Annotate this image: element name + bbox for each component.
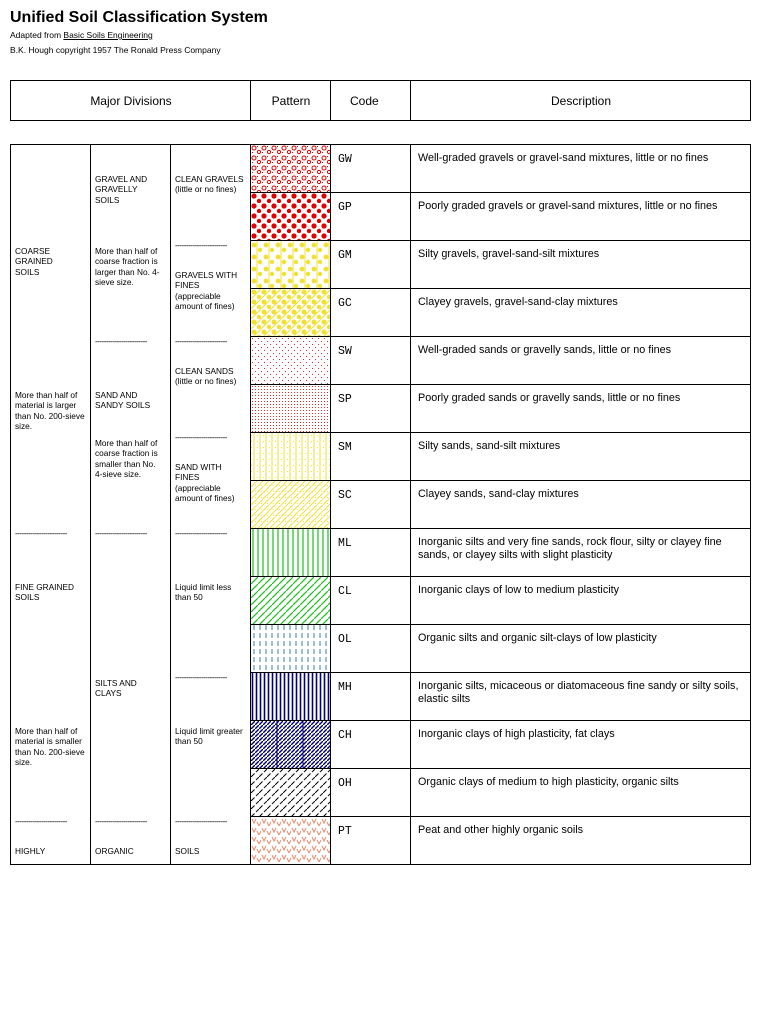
oh-pattern bbox=[251, 769, 330, 816]
col-description: Description bbox=[550, 93, 612, 108]
col-pattern: Pattern bbox=[271, 93, 311, 108]
sm-pattern bbox=[251, 433, 330, 480]
desc-sc: Clayey sands, sand-clay mixtures bbox=[418, 488, 579, 500]
divider-dashes: ------------------------ bbox=[95, 818, 147, 826]
pt-pattern bbox=[251, 817, 330, 864]
gm-pattern bbox=[251, 241, 330, 288]
code-ch: CH bbox=[338, 729, 352, 742]
sw-pattern bbox=[251, 337, 330, 384]
desc-ch: Inorganic clays of high plasticity, fat clays bbox=[418, 728, 615, 740]
ol-pattern bbox=[251, 625, 330, 672]
code-cl: CL bbox=[338, 585, 352, 598]
divider-dashes: ------------------------ bbox=[175, 338, 227, 346]
desc-sw: Well-graded sands or gravelly sands, little or no fines bbox=[418, 344, 672, 356]
table-divider bbox=[90, 144, 91, 865]
code-gw: GW bbox=[338, 153, 352, 166]
gravels-fines-label: GRAVELS WITH FINES (appreciable amount of fines) bbox=[175, 270, 238, 311]
cl-pattern bbox=[251, 577, 330, 624]
sc-pattern bbox=[251, 481, 330, 528]
divider-dashes: ------------------------ bbox=[15, 530, 67, 538]
coarse-grained-label: COARSE GRAINED SOILS bbox=[15, 246, 53, 277]
code-gp: GP bbox=[338, 201, 352, 214]
coarse-grained-note: More than half of material is larger than No. 200-sieve size. bbox=[15, 390, 85, 431]
divider-dashes: ------------------------ bbox=[175, 818, 227, 826]
table-divider bbox=[330, 144, 331, 865]
clean-sands-label: CLEAN SANDS (little or no fines) bbox=[175, 366, 237, 387]
desc-gm: Silty gravels, gravel-sand-silt mixtures bbox=[418, 248, 600, 260]
ml-pattern bbox=[251, 529, 330, 576]
column-header-table bbox=[10, 80, 751, 121]
col-code: Code bbox=[350, 93, 379, 108]
desc-ml: Inorganic silts and very fine sands, rock flour, silty or clayey fine sands, or clayey silts with slight plasticity bbox=[418, 536, 722, 561]
desc-gp: Poorly graded gravels or gravel-sand mixtures, little or no fines bbox=[418, 200, 718, 212]
divider-dashes: ------------------------ bbox=[175, 530, 227, 538]
desc-mh: Inorganic silts, micaceous or diatomaceous fine sandy or silty soils, elastic silts bbox=[418, 680, 739, 705]
divider-dashes: ------------------------ bbox=[175, 434, 227, 442]
desc-sm: Silty sands, sand-silt mixtures bbox=[418, 440, 561, 452]
divider-dashes: ------------------------ bbox=[175, 242, 227, 250]
gravel-note: More than half of coarse fraction is larger than No. 4-sieve size. bbox=[95, 246, 160, 287]
sand-note: More than half of coarse fraction is smaller than No. 4-sieve size. bbox=[95, 438, 158, 479]
copyright-line: B.K. Hough copyright 1957 The Ronald Press Company bbox=[10, 45, 221, 55]
gw-pattern bbox=[251, 145, 330, 192]
silts-clays-label: SILTS AND CLAYS bbox=[95, 678, 137, 699]
fine-grained-note: More than half of material is smaller than No. 200-sieve size. bbox=[15, 726, 85, 767]
code-sw: SW bbox=[338, 345, 352, 358]
adapted-prefix: Adapted from bbox=[10, 30, 62, 40]
sp-pattern bbox=[251, 385, 330, 432]
code-gc: GC bbox=[338, 297, 352, 310]
gp-pattern bbox=[251, 193, 330, 240]
divider-dashes: ------------------------ bbox=[95, 338, 147, 346]
table-divider bbox=[410, 144, 411, 865]
sand-label: SAND AND SANDY SOILS bbox=[95, 390, 151, 411]
desc-gw: Well-graded gravels or gravel-sand mixtures, little or no fines bbox=[418, 152, 709, 164]
table-divider bbox=[170, 144, 171, 865]
divider-dashes: ------------------------ bbox=[15, 818, 67, 826]
fine-grained-label: FINE GRAINED SOILS bbox=[15, 582, 75, 603]
desc-sp: Poorly graded sands or gravelly sands, little or no fines bbox=[418, 392, 681, 404]
organic-label: ORGANIC bbox=[95, 846, 134, 856]
desc-cl: Inorganic clays of low to medium plasticity bbox=[418, 584, 620, 596]
desc-gc: Clayey gravels, gravel-sand-clay mixtures bbox=[418, 296, 618, 308]
code-ol: OL bbox=[338, 633, 352, 646]
desc-pt: Peat and other highly organic soils bbox=[418, 824, 584, 836]
sand-fines-label: SAND WITH FINES (appreciable amount of fines) bbox=[175, 462, 235, 503]
gc-pattern bbox=[251, 289, 330, 336]
divider-dashes: ------------------------ bbox=[95, 530, 147, 538]
code-oh: OH bbox=[338, 777, 352, 790]
ch-pattern bbox=[251, 721, 330, 768]
page-title: Unified Soil Classification System bbox=[10, 9, 268, 26]
code-gm: GM bbox=[338, 249, 352, 262]
gravel-label: GRAVEL AND GRAVELLY SOILS bbox=[95, 174, 148, 205]
code-ml: ML bbox=[338, 537, 352, 550]
highly-label: HIGHLY bbox=[15, 846, 46, 856]
code-mh: MH bbox=[338, 681, 352, 694]
ll-greater-label: Liquid limit greater than 50 bbox=[175, 726, 243, 747]
code-pt: PT bbox=[338, 825, 352, 838]
divider-dashes: ------------------------ bbox=[175, 674, 227, 682]
clean-gravels-label: CLEAN GRAVELS (little or no fines) bbox=[175, 174, 244, 195]
book-link[interactable]: Basic Soils Engineering bbox=[63, 30, 153, 40]
soils-label: SOILS bbox=[175, 846, 200, 856]
desc-ol: Organic silts and organic silt-clays of low plasticity bbox=[418, 632, 657, 644]
col-major-divisions: Major Divisions bbox=[90, 93, 172, 108]
adapted-from-line bbox=[10, 30, 153, 40]
desc-oh: Organic clays of medium to high plasticity, organic silts bbox=[418, 776, 679, 788]
ll-less-label: Liquid limit less than 50 bbox=[175, 582, 232, 603]
code-sp: SP bbox=[338, 393, 352, 406]
code-sc: SC bbox=[338, 489, 352, 502]
mh-pattern bbox=[251, 673, 330, 720]
code-sm: SM bbox=[338, 441, 352, 454]
